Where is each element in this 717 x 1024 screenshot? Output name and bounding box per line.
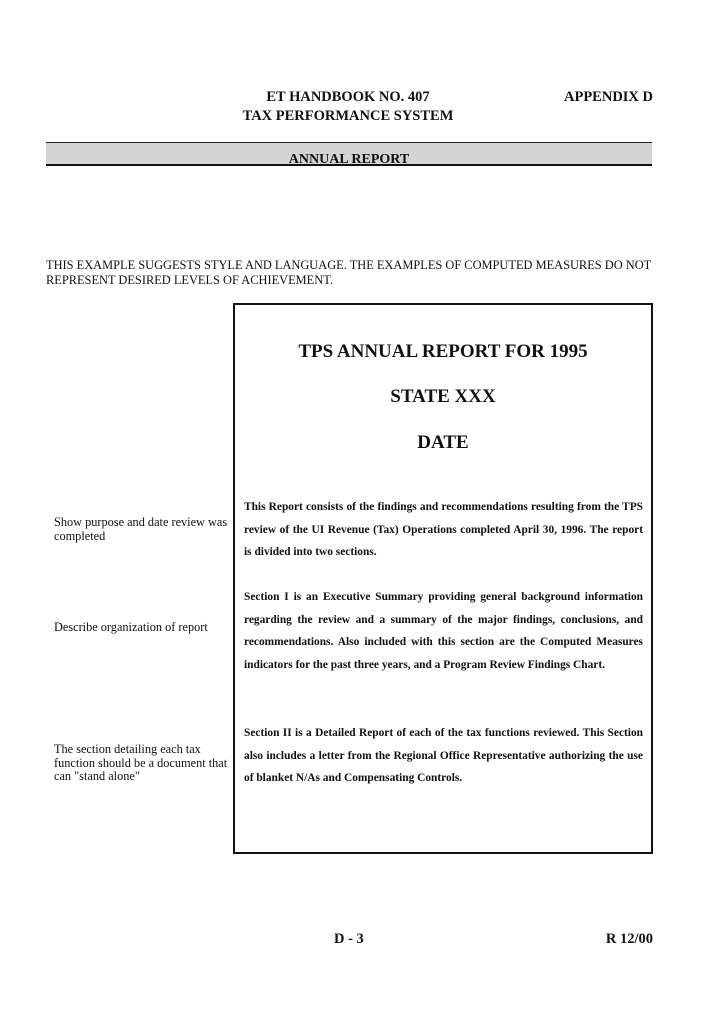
appendix-label: APPENDIX D xyxy=(563,89,653,105)
report-date: DATE xyxy=(417,432,469,453)
page-number: D - 3 xyxy=(334,931,364,947)
margin-note-organization: Describe organization of report xyxy=(54,620,208,634)
margin-note-purpose: Show purpose and date review was completed xyxy=(54,515,228,543)
report-paragraph-section-one: Section I is an Executive Summary providing general background information regarding the review and a summary of the major findings, conclusions, and recommendations. Also included with this section are the Computed Measures indicators for the past three years, and a Program Review Findings Chart. xyxy=(244,591,643,671)
margin-note-standalone: The section detailing each tax function should be a document that can "stand alone" xyxy=(54,742,228,783)
document-header xyxy=(232,88,464,126)
section-banner xyxy=(46,142,652,166)
handbook-number: ET HANDBOOK NO. 407 xyxy=(266,89,430,105)
report-title: TPS ANNUAL REPORT FOR 1995 xyxy=(298,341,588,362)
system-name: TAX PERFORMANCE SYSTEM xyxy=(242,108,454,124)
report-state: STATE XXX xyxy=(390,386,496,407)
report-paragraph-purpose: This Report consists of the findings and recommendations resulting from the TPS review of the UI Revenue (Tax) Operations completed April 30, 1996. The report is divided into two sections. xyxy=(244,501,643,559)
banner-title: ANNUAL REPORT xyxy=(288,152,410,167)
revision-label: R 12/00 xyxy=(605,931,653,947)
sample-report-box xyxy=(233,303,653,854)
report-paragraph-section-two: Section II is a Detailed Report of each of the tax functions reviewed. This Section also includes a letter from the Regional Office Representative authorizing the use of blanket N/As and Compensating Controls. xyxy=(244,727,643,785)
disclaimer-text: THIS EXAMPLE SUGGESTS STYLE AND LANGUAGE. THE EXAMPLES OF COMPUTED MEASURES DO NOT REPRESENT DESIRED LEVELS OF ACHIEVEMENT. xyxy=(46,258,651,287)
